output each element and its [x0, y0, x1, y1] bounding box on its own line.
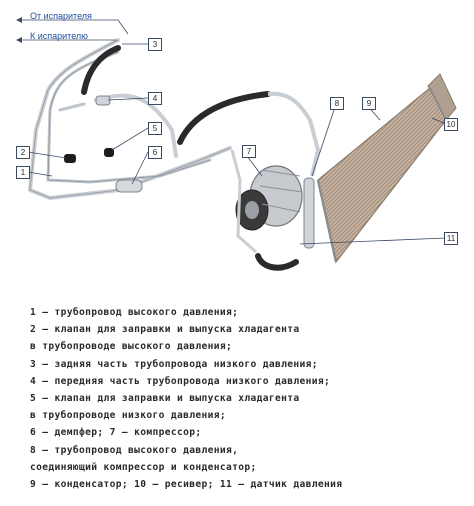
callout-5: 5	[148, 122, 162, 135]
legend-line: 5 – клапан для заправки и выпуска хладагента	[30, 392, 300, 404]
receiver	[304, 178, 314, 248]
callout-11: 11	[444, 232, 458, 245]
damper	[116, 180, 142, 192]
callout-3: 3	[148, 38, 162, 51]
legend-line: 1 – трубопровод высокого давления;	[30, 307, 239, 318]
callout-4: 4	[148, 92, 162, 105]
legend-line: в трубопроводе высокого давления;	[30, 341, 233, 353]
legend-line: 3 – задняя часть трубопровода низкого давления;	[30, 358, 318, 370]
legend-line: 6 – демпфер; 7 – компрессор;	[30, 427, 202, 439]
legend-line: 9 – конденсатор; 10 – ресивер; 11 – датчик давления	[30, 478, 343, 490]
callout-1: 1	[16, 166, 30, 179]
callout-6: 6	[148, 146, 162, 159]
from-evaporator-label: От испарителя	[30, 11, 92, 21]
high-pressure-valve	[64, 154, 76, 163]
callout-8: 8	[330, 97, 344, 110]
callout-10: 10	[444, 118, 458, 131]
legend-line: соединяющий компрессор и конденсатор;	[30, 461, 257, 473]
compressor	[236, 166, 302, 230]
to-evaporator-label: К испарителю	[30, 31, 88, 41]
callout-7: 7	[242, 145, 256, 158]
legend-line: 4 – передняя часть трубопровода низкого давления;	[30, 375, 331, 387]
callout-9: 9	[362, 97, 376, 110]
legend	[30, 304, 470, 493]
legend-line: 2 – клапан для заправки и выпуска хладагента	[30, 324, 300, 336]
legend-line: в трубопроводе низкого давления;	[30, 410, 227, 422]
legend-line: 8 – трубопровод высокого давления,	[30, 444, 239, 456]
rubber-hose	[84, 48, 296, 268]
callout-2: 2	[16, 146, 30, 159]
